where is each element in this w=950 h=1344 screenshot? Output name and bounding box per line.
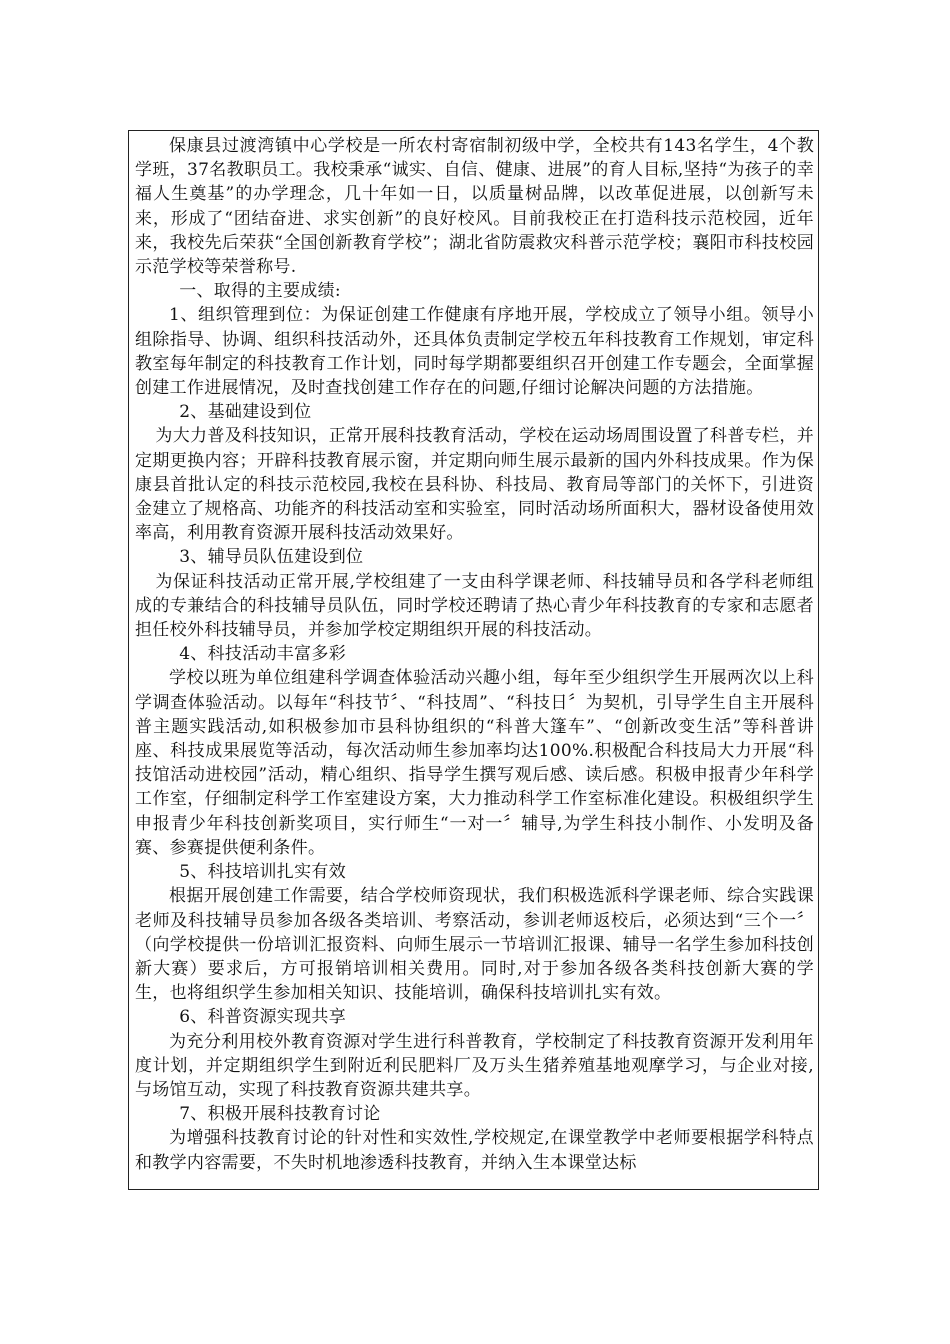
intro-paragraph: 保康县过渡湾镇中心学校是一所农村寄宿制初级中学，全校共有143名学生，4个教学班，37名教职员工。我校秉承“诚实、自信、健康、进展”的育人目标,坚持“为孩子的幸福人生奠基”的办学理念，几十年如一日，以质量树品牌，以改革促进展，以创新写未来，形成了“团结奋进、求实创新”的良好校风。目前我校正在打造科技示范校园，近年来，我校先后荣获“全国创新教育学校”；湖北省防震救灾科普示范学校；襄阳市科技校园示范学校等荣誉称号. — [135, 136, 814, 278]
section-heading-achievements: 一、取得的主要成绩: — [179, 281, 341, 302]
subheading-training: 5、科技培训扎实有效 — [179, 862, 347, 883]
paragraph-infrastructure: 为大力普及科技知识，正常开展科技教育活动，学校在运动场周围设置了科普专栏，并定期更换内容；开辟科技教育展示窗，并定期向师生展示最新的国内外科技成果。作为保康县首批认定的科技示范校园,我校在县科协、科技局、教育局等部门的关怀下，引进资金建立了规格高、功能齐的科技活动室和实验室，同时活动场所面积大，器材设备使用效率高，利用教育资源开展科技活动效果好。 — [135, 426, 814, 544]
subheading-infrastructure: 2、基础建设到位 — [179, 402, 312, 423]
paragraph-resources: 为充分利用校外教育资源对学生进行科普教育，学校制定了科技教育资源开发利用年度计划，并定期组织学生到附近利民肥料厂及万头生猪养殖基地观摩学习，与企业对接,与场馆互动，实现了科技教育资源共建共享。 — [135, 1031, 814, 1100]
subheading-resources: 6、科普资源实现共享 — [179, 1007, 347, 1028]
paragraph-activities: 学校以班为单位组建科学调查体验活动兴趣小组，每年至少组织学生开展两次以上科学调查体验活动。以每年“科技节〞、“科技周”、“科技日〞为契机，引导学生自主开展科普主题实践活动,如积极参加市县科协组织的“科普大篷车”、“创新改变生活”等科普讲座、科技成果展览等活动，每次活动师生参加率均达100%.积极配合科技局大力开展“科技馆活动进校园”活动，精心组织、指导学生撰写观后感、读后感。积极申报青少年科学工作室，仔细制定科学工作室建设方案，大力推动科学工作室标准化建设。积极组织学生申报青少年科技创新奖项目，实行师生“一对一〞辅导,为学生科技小制作、小发明及备赛、参赛提供便利条件。 — [135, 668, 814, 858]
document-body — [135, 134, 814, 1175]
paragraph-training: 根据开展创建工作需要，结合学校师资现状，我们积极选派科学课老师、综合实践课老师及科技辅导员参加各级各类培训、考察活动，参训老师返校后，必须达到“三个一〞（向学校提供一份培训汇报资料、向师生展示一节培训汇报课、辅导一名学生参加科技创新大赛）要求后，方可报销培训相关费用。同时,对于参加各级各类科技创新大赛的学生，也将组织学生参加相关知识、技能培训，确保科技培训扎实有效。 — [135, 886, 814, 1004]
content-table-cell — [128, 130, 819, 1190]
paragraph-research: 为增强科技教育讨论的针对性和实效性,学校规定,在课堂教学中老师要根据学科特点和教学内容需要，不失时机地渗透科技教育，并纳入生本课堂达标 — [135, 1128, 814, 1173]
paragraph-organization: 1、组织管理到位：为保证创建工作健康有序地开展，学校成立了领导小组。领导小组除指导、协调、组织科技活动外，还具体负责制定学校五年科技教育工作规划，审定科教室每年制定的科技教育工作计划，同时每学期都要组织召开创建工作专题会，全面掌握创建工作进展情况，及时查找创建工作存在的问题,仔细讨论解决问题的方法措施。 — [135, 305, 814, 399]
paragraph-counselors: 为保证科技活动正常开展,学校组建了一支由科学课老师、科技辅导员和各学科老师组成的专兼结合的科技辅导员队伍，同时学校还聘请了热心青少年科技教育的专家和志愿者担任校外科技辅导员，并参加学校定期组织开展的科技活动。 — [135, 571, 814, 641]
subheading-counselors: 3、辅导员队伍建设到位 — [179, 547, 364, 568]
subheading-research: 7、积极开展科技教育讨论 — [179, 1104, 381, 1125]
subheading-activities: 4、科技活动丰富多彩 — [179, 644, 347, 665]
